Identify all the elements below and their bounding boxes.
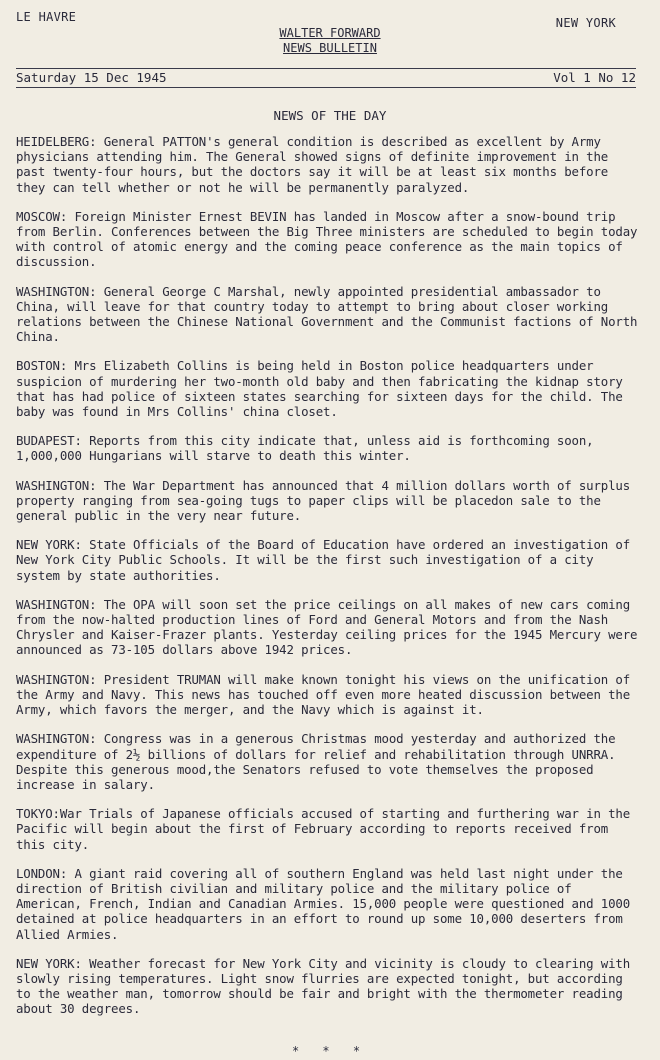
story-dateline: WASHINGTON: bbox=[16, 671, 97, 687]
news-item bbox=[16, 433, 638, 463]
news-item bbox=[16, 956, 638, 1017]
masthead bbox=[0, 26, 660, 56]
story-dateline: BOSTON: bbox=[16, 358, 68, 374]
news-item bbox=[16, 209, 638, 270]
news-item bbox=[16, 284, 638, 345]
bottom-rule bbox=[16, 87, 636, 88]
issue-volume: Vol 1 No 12 bbox=[553, 70, 636, 85]
story-dateline: WASHINGTON: bbox=[16, 596, 97, 612]
story-dateline: NEW YORK: bbox=[16, 537, 82, 553]
news-item bbox=[16, 731, 638, 792]
news-item bbox=[16, 478, 638, 524]
news-item bbox=[16, 537, 638, 583]
story-dateline: LONDON: bbox=[16, 865, 68, 881]
story-dateline: BUDAPEST: bbox=[16, 433, 82, 449]
story-text: President TRUMAN will make known tonight his views on the unification of the Army and Navy. This news has touched off even more heated discussion between the Army, which favors the merger, and the Navy which is against it. bbox=[16, 671, 631, 718]
story-dateline: WASHINGTON: bbox=[16, 731, 97, 747]
story-text: Weather forecast for New York City and vicinity is cloudy to clearing with slowly rising temperatures. Light snow flurries are expected tonight, but according to the weather man, tomorrow should be fair and bright with the thermometer reading about 30 degrees. bbox=[16, 955, 631, 1017]
story-text: General George C Marshal, newly appointed presidential ambassador to China, will leave for that country today to attempt to bring about closer working relations between the Chinese National Government and the Communist factions of North China. bbox=[16, 283, 638, 345]
story-text: Reports from this city indicate that, unless aid is forthcoming soon, 1,000,000 Hungarians will starve to death this winter. bbox=[16, 433, 594, 464]
story-dateline: TOKYO: bbox=[16, 806, 60, 822]
story-text: Mrs Elizabeth Collins is being held in Boston police headquarters under suspicion of murdering her two-month old baby and then fabricating the kidnap story that has had police of sixteen states searching for sixteen days for the child. The baby was found in Mrs Collins' china closet. bbox=[16, 358, 623, 420]
issue-dateline bbox=[16, 70, 636, 85]
story-dateline: WASHINGTON: bbox=[16, 477, 97, 493]
top-rule bbox=[16, 68, 636, 69]
masthead-subtitle: NEWS BULLETIN bbox=[283, 41, 377, 55]
story-text: State Officials of the Board of Education have ordered an investigation of New York City Public Schools. It will be the first such investigation of a city system by state authorities. bbox=[16, 537, 631, 583]
news-item bbox=[16, 866, 638, 942]
story-text: General PATTON's general condition is described as excellent by Army physicians attending him. The General showed signs of definite improvement in the past twenty-four hours, but the doctors say it will be at least six months before they can tell whether or not he will be permanently paralyzed. bbox=[16, 134, 609, 195]
section-title: NEWS OF THE DAY bbox=[273, 108, 387, 123]
news-item bbox=[16, 134, 638, 195]
news-stories bbox=[16, 134, 638, 1031]
story-dateline: WASHINGTON: bbox=[16, 283, 97, 299]
story-dateline: NEW YORK: bbox=[16, 955, 82, 971]
story-text: Foreign Minister Ernest BEVIN has landed in Moscow after a snow-bound trip from Berlin. Conferences between the Big Three ministers are scheduled to begin today with control of atomic energy and the coming peace conference as the main topics of discussion. bbox=[16, 208, 638, 270]
story-dateline: MOSCOW: bbox=[16, 208, 68, 224]
story-text: A giant raid covering all of southern England was held last night under the direction of British civilian and military police and the military police of American, French, Indian and Canadian Armies. 15,000 people were questioned and 1000 detained at police headquarters in an effort to round up some 10,000 deserters from Allied Armies. bbox=[16, 865, 631, 942]
story-dateline: HEIDELBERG: bbox=[16, 134, 97, 149]
destination-city: NEW YORK bbox=[555, 16, 616, 30]
origin-city: LE HAVRE bbox=[16, 10, 77, 24]
issue-date: Saturday 15 Dec 1945 bbox=[16, 70, 167, 85]
story-text: War Trials of Japanese officials accused of starting and furthering war in the Pacific will begin about the first of February according to reports received from this city. bbox=[16, 806, 631, 852]
story-text: Congress was in a generous Christmas mood yesterday and authorized the expenditure of 2½ billions of dollars for relief and rehabilitation through UNRRA. Despite this generous mood,the Senators refused to vote themselves the proposed increase in salary. bbox=[16, 731, 616, 792]
news-item bbox=[16, 806, 638, 852]
story-text: The War Department has announced that 4 million dollars worth of surplus property ranging from sea-going tugs to paper clips will be placedon sale to the general public in the very near future. bbox=[16, 477, 631, 524]
news-item bbox=[16, 672, 638, 718]
news-item bbox=[16, 358, 638, 419]
news-item bbox=[16, 597, 638, 658]
story-text: The OPA will soon set the price ceilings on all makes of new cars coming from the now-halted production lines of Ford and General Motors and from the Nash Chrysler and Kaiser-Frazer plants. Yesterday ceiling prices for the 1945 Mercury were announced as 73-105 dollars above 1942 prices. bbox=[16, 596, 638, 658]
masthead-title: WALTER FORWARD bbox=[279, 26, 381, 40]
end-marks: * * * bbox=[291, 1044, 369, 1058]
